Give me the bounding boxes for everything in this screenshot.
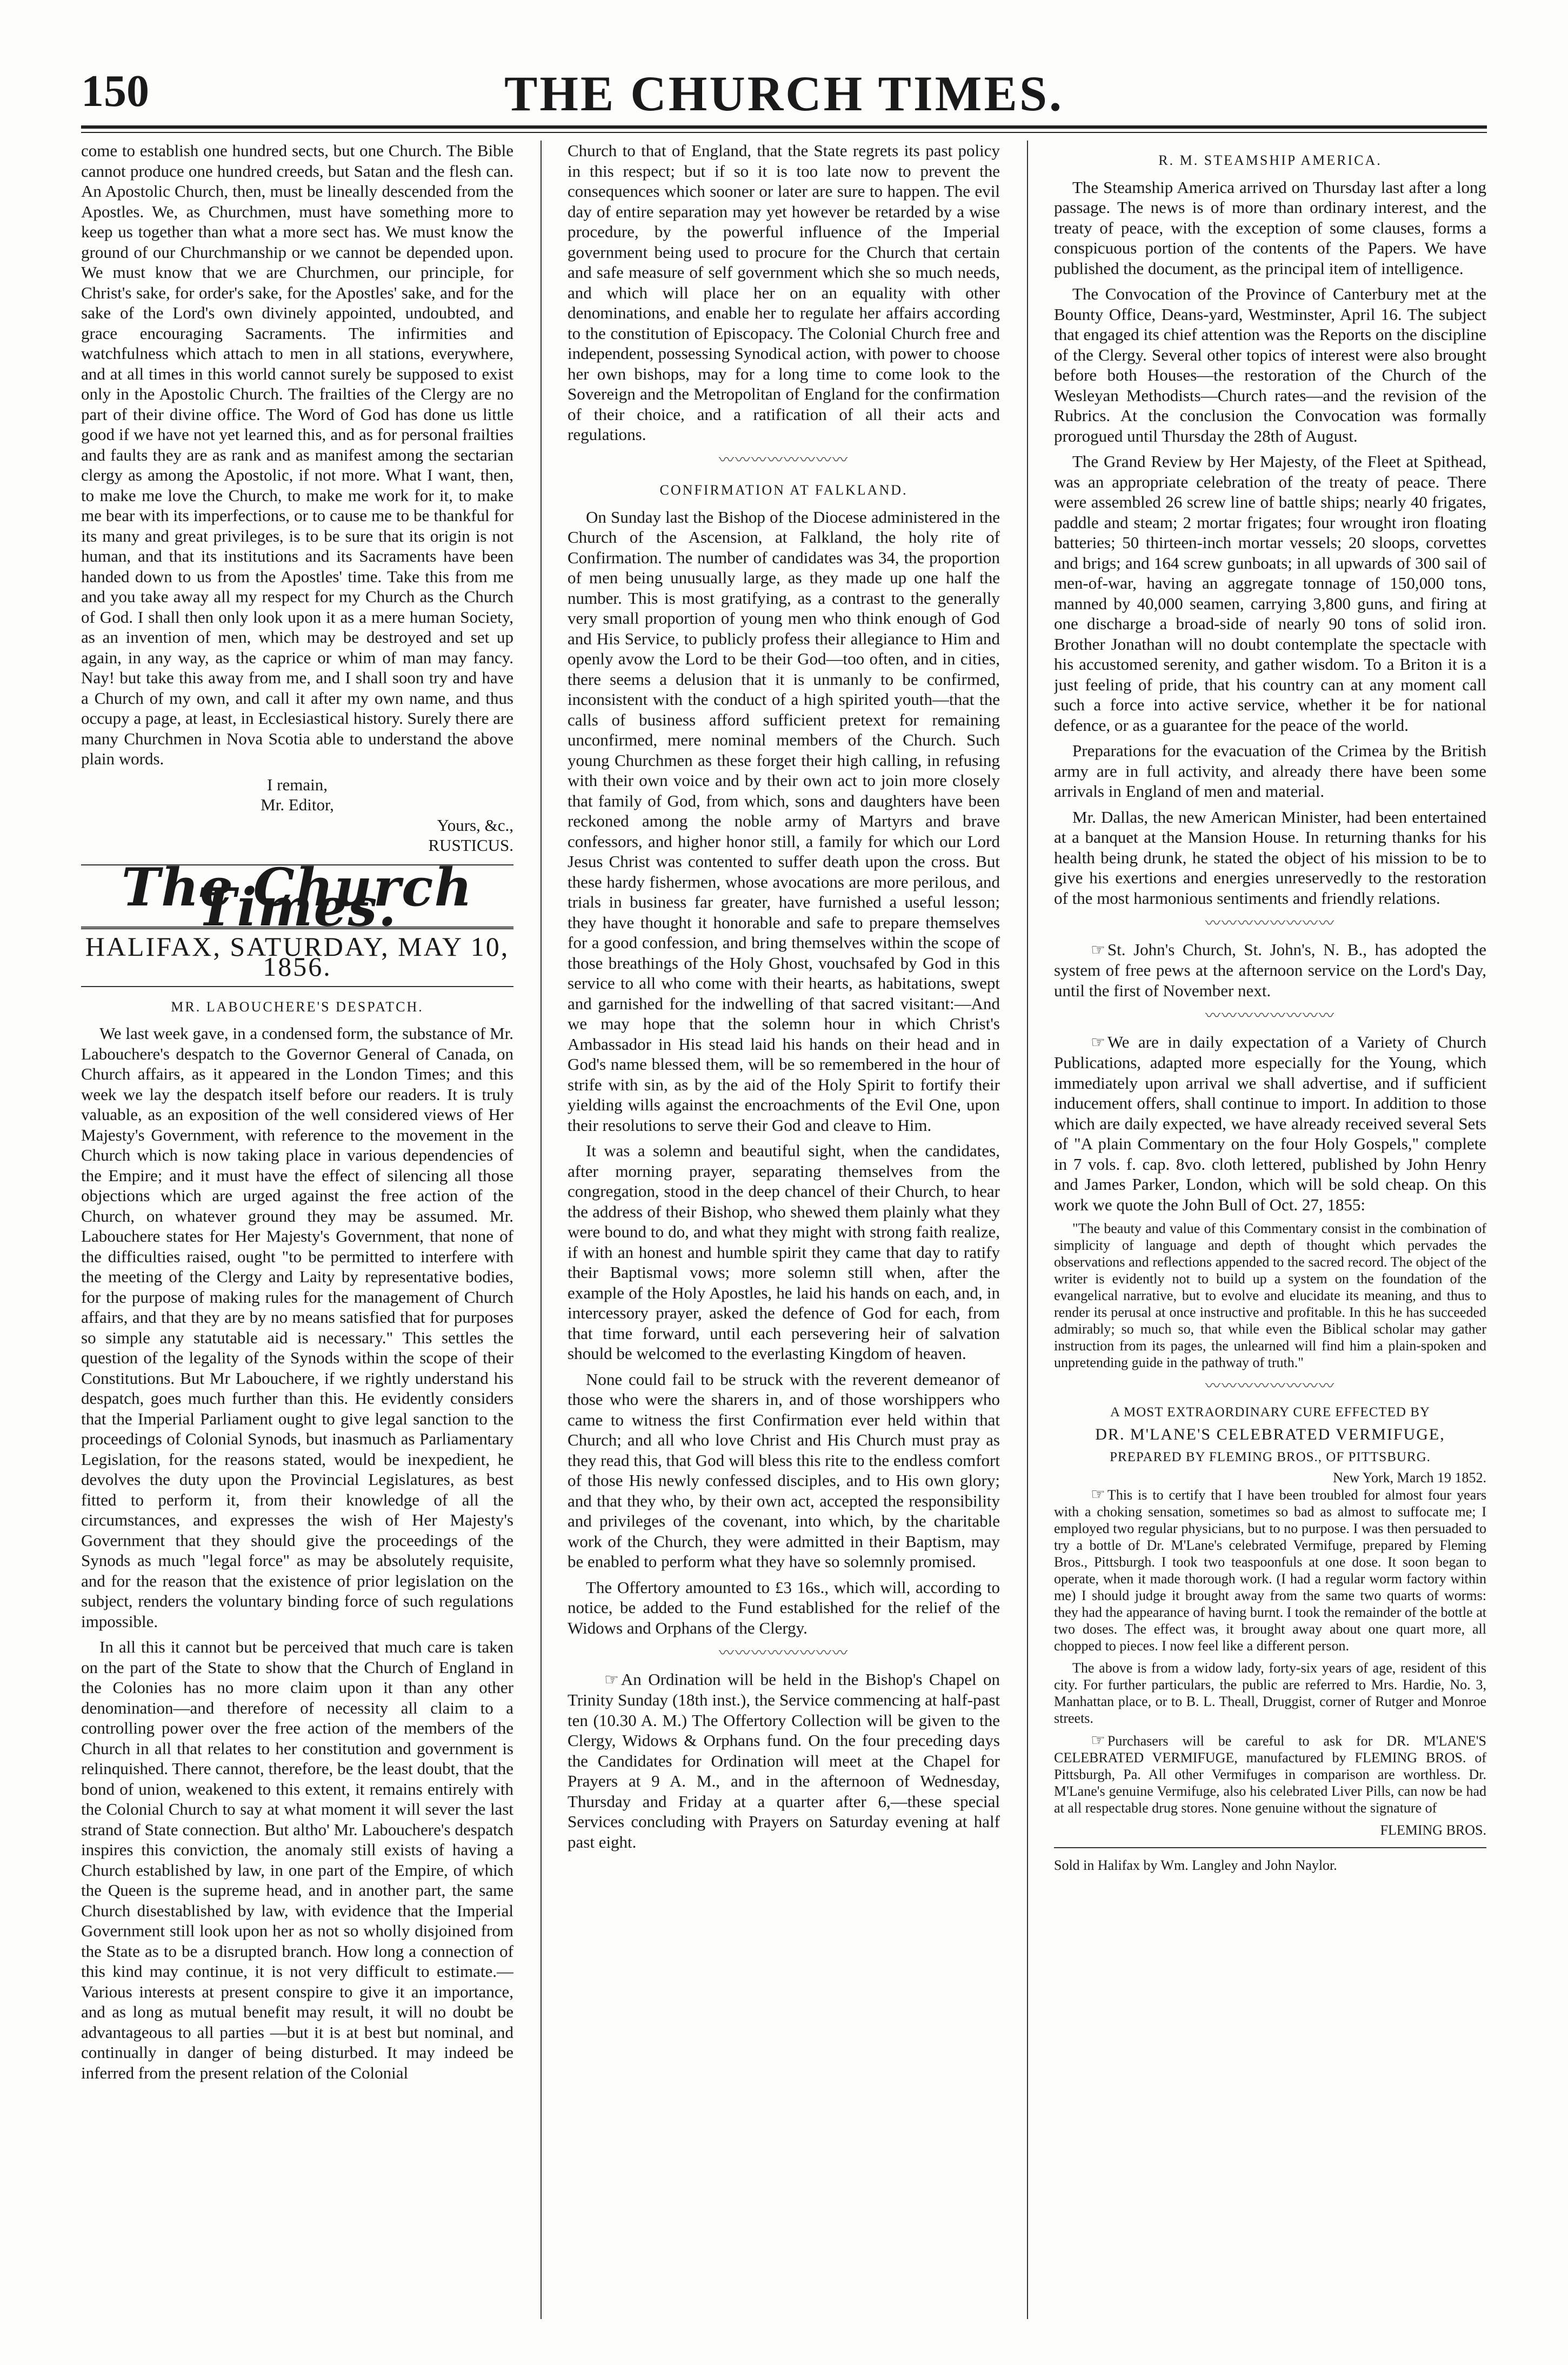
- news-paragraph: Preparations for the evacuation of the Crimea by the British army are in full activity, and already there have been some arrivals in England of men and material.: [1054, 741, 1486, 801]
- section-rule: [81, 986, 513, 987]
- news-paragraph: The Steamship America arrived on Thursday last after a long passage. The news is of more than ordinary interest, and the treaty of peace, with the exception of some clauses, forms a conspicuous portion of the contents of the Papers. We have published the document, as the principal item of intelligence.: [1054, 177, 1486, 278]
- article-paragraph: In all this it cannot but be perceived that much care is taken on the part of the State to show that the Church of England in the Colonies has no more claim upon it than any other denomination—and therefore of necessity all claim to a controlling power over the free action of the members of the Church in all that relates to her constitution and government is relinquished. There cannot, therefore, be the least doubt, that the bond of union, weakened to this extent, it remains entirely with the Colonial Church to say at what moment it will sever the last strand of State connection. But altho' Mr. Labouchere's despatch inspires this conviction, the anomaly still exists of having a Church established by law, in one part of the Empire, of which the Queen is the supreme head, and in another part, the same Church disestablished by law, with evidence that the Imperial Government still look upon her as not so wholly disjoined from the State as to be a disrupted branch. How long a connection of this kind may continue, it is not very difficult to estimate.— Various interests at present conspire to give it an importance, and as long as mutual benefit may result, it will no doubt be advantageous to all parties —but it is at best but nominal, and continually in danger of being disturbed. It may indeed be inferred from the present relation of the Colonial: [81, 1637, 513, 2082]
- article-paragraph: The Offertory amounted to £3 16s., which will, according to notice, be added to the Fund established for the relief of the Widows and Orphans of the Clergy.: [568, 1577, 1000, 1637]
- advert-testimonial: The above is from a widow lady, forty-six years of age, resident of this city. For further particulars, the public are referred to Mrs. Hardie, No. 3, Manhattan place, or to B. L. Theall, Druggist, corner of Rutger and Monroe streets.: [1054, 1660, 1486, 1726]
- ordination-notice: An Ordination will be held in the Bishop's Chapel on Trinity Sunday (18th inst.), the Service commencing at half-past ten (10.30 A. M.) The Offertory Collection will be given to the Clergy, Widows & Orphans fund. On the four preceding days the Candidates for Ordination will meet at the Chapel for Prayers at 9 A. M., and in the afternoon of Wednesday, Thursday and Friday at a quarter after 6,—these special Services concluding with Prayers on Saturday evening at half past eight.: [568, 1669, 1000, 1851]
- advert-dateline: New York, March 19 1852.: [1333, 1470, 1486, 1485]
- column-left: [81, 141, 513, 2319]
- advert-heading: PREPARED BY FLEMING BROS., OF PITTSBURG.: [1110, 1449, 1431, 1464]
- journal-title: THE CHURCH TIMES.: [504, 66, 1064, 121]
- column-divider: [1027, 141, 1028, 2319]
- confirmation-heading: CONFIRMATION AT FALKLAND.: [659, 482, 908, 498]
- ornamental-rule: 〰〰〰〰〰〰〰〰: [718, 451, 849, 469]
- letter-signature: RUSTICUS.: [428, 836, 513, 855]
- pointing-hand-icon: ☞: [1091, 1731, 1105, 1749]
- pointing-hand-icon: ☞: [604, 1670, 619, 1689]
- article-paragraph: On Sunday last the Bishop of the Diocese administered in the Church of the Ascension, at Falkland, the holy rite of Confirmation. The number of candidates was 34, the proportion of men being unusually large, as they made up one half the number. This is most gratifying, as a contrast to the generally very small proportion of young men who think enough of God and His Service, to publicly profess their allegiance to Him and openly avow the Lord to be their God—too often, and in cities, there seems a delusion that it is unmanly to be confirmed, inconsistent with the conduct of a high spirited youth—that the calls of business afford sufficient pretext for remaining unconfirmed, mere nominal members of the Church. Such young Churchmen as these forget their high calling, in refusing with their own voice and by their own act to join more closely that family of God, from which, sons and daughters have been reckoned among the noble army of Martyrs and brave confessors, and higher honor still, a family for which our Lord Jesus Christ was contented to suffer death upon the cross. But these hardy fishermen, whose avocations are more perilous, and trials in business far greater, have furnished a useful lesson; they have thought it honorable and safe to prepare themselves for a good confession, and bring themselves within the scope of those breathings of the Holy Ghost, vouchsafed by God in this service to all who come with their hearts, as habitations, swept and garnished for the indwelling of that sacred visitant:—And we may hope that the solemn hour in which Christ's Ambassador in His stead laid his hands on their head and in God's name blessed them, will be so remembered in the hour of strife with sin, as by the aid of the Holy Spirit to fortify their yielding wills against the encroachments of the Evil One, upon their resolutions to serve their God and cleave to Him.: [568, 507, 1000, 1135]
- advert-seller: Sold in Halifax by Wm. Langley and John Naylor.: [1054, 1857, 1337, 1873]
- commentary-quote: "The beauty and value of this Commentary consist in the combination of simplicity of language and depth of thought which pervades the observations and reflections appended to the sacred record. The object of the writer is evidently not to build up a system on the foundation of the evangelical narrative, but to evolve and elucidate its meaning, and thus to render its perusal at once instructive and profitable. In this he has succeeded admirably; so much so, that while even the Biblical scholar may gather instruction from its pages, the unlearned will find him a plain-spoken and unpretending guide in the pathway of truth.": [1054, 1221, 1486, 1370]
- letter-signoff: Mr. Editor,: [261, 795, 334, 814]
- news-paragraph: The Convocation of the Province of Canterbury met at the Bounty Office, Deans-yard, Westminster, April 16. The subject that engaged its chief attention was the Reports on the discipline of the Clergy. Several other topics of interest were also brought before both Houses—the restoration of the Church of the Wesleyan Methodists—Church rates—and the revision of the Rubrics. At the conclusion the Convocation was formally prorogued until Thursday the 28th of August.: [1054, 284, 1486, 445]
- advert-signature: FLEMING BROS.: [1380, 1822, 1486, 1838]
- page-number: 150: [81, 66, 149, 116]
- column-right: [1054, 141, 1486, 2319]
- dateline: HALIFAX, SATURDAY, MAY 10, 1856.: [85, 931, 510, 982]
- letter-paragraph: come to establish one hundred sects, but one Church. The Bible cannot produce one hundred creeds, but Satan and the flesh can. An Apostolic Church, then, must be lineally descended from the Apostles. We, as Churchmen, must have something more to keep us together than what a more sect has. We must know the ground of our Churchmanship or we cannot be depended upon. We must know that we are Churchmen, our principle, for Christ's sake, for order's sake, for the Apostles' sake, and for the sake of the Lord's own divinely appointed, undoubted, and grace encouraging Sacraments. The infirmities and watchfulness which attach to men in all stations, everywhere, and at all times in this world cannot surely be supposed to exist only in the Apostolic Church. The frailties of the Clergy are no part of their divine office. The Word of God has done us little good if we have not yet learned this, and as for personal frailties and faults they are as rank and as manifest among the sectarian clergy as among the Apostolic, if not more. What I want, then, to make me love the Church, to make me work for it, to make me bear with its imperfections, or to cause me to be thankful for its many and great privileges, is to be sure that its origin is not human, and that its institutions and its Sacraments have been handed down to us from the Apostles' time. Take this from me and you take away all my respect for my Church as the Church of God. I shall then only look upon it as a mere human Society, as an invention of men, which may be destroyed and set up again, in any way, as the caprice or whim of man may fancy. Nay! but take this away from me, and I shall soon try and have a Church of my own, and call it after my own name, and thus occupy a page, at least, in Ecclesiastical history. Surely there are many Churchmen in Nova Scotia able to understand the above plain words.: [81, 141, 513, 768]
- ornamental-rule: 〰〰〰〰〰〰〰〰: [718, 1645, 849, 1662]
- masthead: [81, 65, 1487, 124]
- column-middle: [568, 141, 1000, 2319]
- article-paragraph: None could fail to be struck with the reverent demeanor of those who were the sharers in, and of those worshippers who came to witness the first Confirmation ever held within that Church; and all who love Christ and His Church must pray as they read this, that God will bless this rite to the endless comfort of those His newly confessed disciples, and to His own glory; and that they who, by their own act, accepted the responsibility and privileges of the covenant, into which, by the charitable work of the Church, they were admitted in their Baptism, may be enabled to perform what they have so solemnly promised.: [568, 1369, 1000, 1571]
- header-rule: [81, 125, 1487, 129]
- news-paragraph: Mr. Dallas, the new American Minister, had been entertained at a banquet at the Mansion House. In returning thanks for his health being drunk, he stated the object of his mission to be to give his exertions and energies unreservedly to the restoration of the most harmonious sentiments and friendly relations.: [1054, 807, 1486, 908]
- steamship-heading: R. M. STEAMSHIP AMERICA.: [1158, 152, 1382, 168]
- advert-heading: DR. M'LANE'S CELEBRATED VERMIFUGE,: [1095, 1425, 1445, 1443]
- ornamental-rule: 〰〰〰〰〰〰〰〰: [1205, 1378, 1335, 1395]
- letter-signoff: I remain,: [267, 775, 328, 794]
- header-rule-thin: [81, 132, 1487, 133]
- article-paragraph: Church to that of England, that the State regrets its past policy in this respect; but if so it is too late now to prevent the consequences which sooner or later are sure to happen. The evil day of entire separation may yet however be retarded by a wise procedure, by the powerful influence of the Imperial government being used to procure for the Church that certain and safe measure of self government which she so much needs, and which will place her on an equality with other denominations, and enable her to regulate her affairs according to the constitution of Episcopacy. The Colonial Church free and independent, possessing Synodical action, with power to choose her own bishops, may for a long time to come look to the Sovereign and the Metropolitan of England for the confirmation of their choice, and a ratification of all their acts and regulations.: [568, 141, 1000, 444]
- letter-signoff: Yours, &c.,: [437, 815, 513, 835]
- article-paragraph: We last week gave, in a condensed form, the substance of Mr. Labouchere's despatch to the Governor General of Canada, on Church affairs, as it appeared in the London Times; and this week we lay the despatch itself before our readers. It is truly valuable, as an exposition of the well considered views of Her Majesty's Government, with reference to the movement in the Church which is now taking place in various dependencies of the Empire; and it must have the effect of silencing all those objections which are urged against the free action of the Church, on whatever ground they may be assumed. Mr. Labouchere states for Her Majesty's Government, that none of the difficulties raised, ought "to be permitted to interfere with the meeting of the Clergy and Laity by representative bodies, for the purpose of making rules for the management of Church affairs, and that they are by no means satisfied that for purposes so simple any statutable aid is necessary." This settles the question of the legality of the Synods within the scope of their Constitutions. But Mr Labouchere, if we rightly understand his despatch, goes much further than this. He evidently considers that the Imperial Parliament ought to give legal sanction to the proceedings of Colonial Synods, but inasmuch as Parliamentary Legislation, for the reasons stated, would be inexpedient, he devolves the duty upon the Provincial Legislatures, as best fitted to perform it, from their knowledge of all the circumstances, and expresses the wish of Her Majesty's Government that they should give the proceedings of the Synods as much "legal force" as may be absolutely requisite, and for the reason that the existence of prior legislation on the subject, renders the voluntary binding force of such regulations impossible.: [81, 1024, 513, 1631]
- advert-purchasers: Purchasers will be careful to ask for DR. M'LANE'S CELEBRATED VERMIFUGE, manufactured by FLEMING BROS. of Pittsburgh, Pa. All other Vermifuges in comparison are worthless. Dr. M'Lane's genuine Vermifuge, also his celebrated Liver Pills, can now be had at all respectable drug stores. None genuine without the signature of: [1054, 1733, 1486, 1816]
- article-paragraph: It was a solemn and beautiful sight, when the candidates, after morning prayer, separating themselves from the congregation, stood in the deep chancel of their Church, to hear the address of their Bishop, who shewed them plainly what they were bound to do, and what they might with strong faith realize, if with an honest and humble spirit they came that day to ratify their Baptismal vows; more solemn still when, after the example of the Holy Apostles, he laid his hands on each, and, in intercessory prayer, asked the defence of God for each, from that time forward, until each persevering heir of salvation should be welcomed to the everlasting Kingdom of heaven.: [568, 1141, 1000, 1363]
- pointing-hand-icon: ☞: [1091, 1485, 1105, 1503]
- ornamental-rule: 〰〰〰〰〰〰〰〰: [1205, 1008, 1335, 1024]
- blackletter-title: The Church Times.: [121, 856, 473, 938]
- article-heading: MR. LABOUCHERE'S DESPATCH.: [171, 998, 424, 1015]
- advert-body: This is to certify that I have been troubled for almost four years with a choking sensation, sometimes so bad as almost to suffocate me; I employed two regular physicians, but to no purpose. I was then persuaded to try a bottle of Dr. M'Lane's celebrated Vermifuge, prepared by Fleming Bros., Pittsburgh. I took two teaspoonfuls at one dose. It soon began to operate, when it made thorough work. (I had a regular worm factory within me) I should judge it brought away from the same two quarts of worms: they had the appearance of having burnt. I took the remainder of the bottle at two doses. The effect was, it brought away about one quart more, all chopped to pieces. I now feel like a different person.: [1054, 1487, 1486, 1654]
- section-rule: [1054, 1847, 1486, 1848]
- column-divider: [541, 141, 542, 2319]
- publications-notice: We are in daily expectation of a Variety of Church Publications, adapted more especially for the Young, which immediately upon arrival we shall advertise, and if sufficient inducement offers, shall continue to import. In addition to those which are daily expected, we have already received several Sets of "A plain Commentary on the four Holy Gospels," complete in 7 vols. f. cap. 8vo. cloth lettered, published by John Henry and James Parker, London, which will be sold cheap. On this work we quote the John Bull of Oct. 27, 1855:: [1054, 1032, 1486, 1214]
- news-paragraph: The Grand Review by Her Majesty, of the Fleet at Spithead, was an appropriate celebration of the treaty of peace. There were assembled 26 screw line of battle ships; nearly 40 frigates, paddle and steam; 2 mortar frigates; four wrought iron floating batteries; 50 thirteen-inch mortar vessels; 20 sloops, corvettes and brigs; and 164 screw gunboats; in all upwards of 300 sail of men-of-war, having an aggregate tonnage of 150,000 tons, manned by 40,000 seamen, carrying 3,800 guns, and firing at one discharge a broad-side of nearly 90 tons of solid iron. Brother Jonathan will no doubt contemplate the spectacle with his accustomed serenity, and gather wisdom. To a Briton it is a just feeling of pride, that his country can at any moment call such a force into active service, whether it be for national defence, or as a guarantee for the peace of the world.: [1054, 452, 1486, 735]
- st-johns-notice: St. John's Church, St. John's, N. B., has adopted the system of free pews at the afternoon service on the Lord's Day, until the first of November next.: [1054, 940, 1486, 1000]
- pointing-hand-icon: ☞: [1091, 1033, 1105, 1051]
- pointing-hand-icon: ☞: [1091, 941, 1105, 959]
- advert-heading: A MOST EXTRAORDINARY CURE EFFECTED BY: [1110, 1404, 1430, 1420]
- ornamental-rule: 〰〰〰〰〰〰〰〰: [1205, 915, 1335, 932]
